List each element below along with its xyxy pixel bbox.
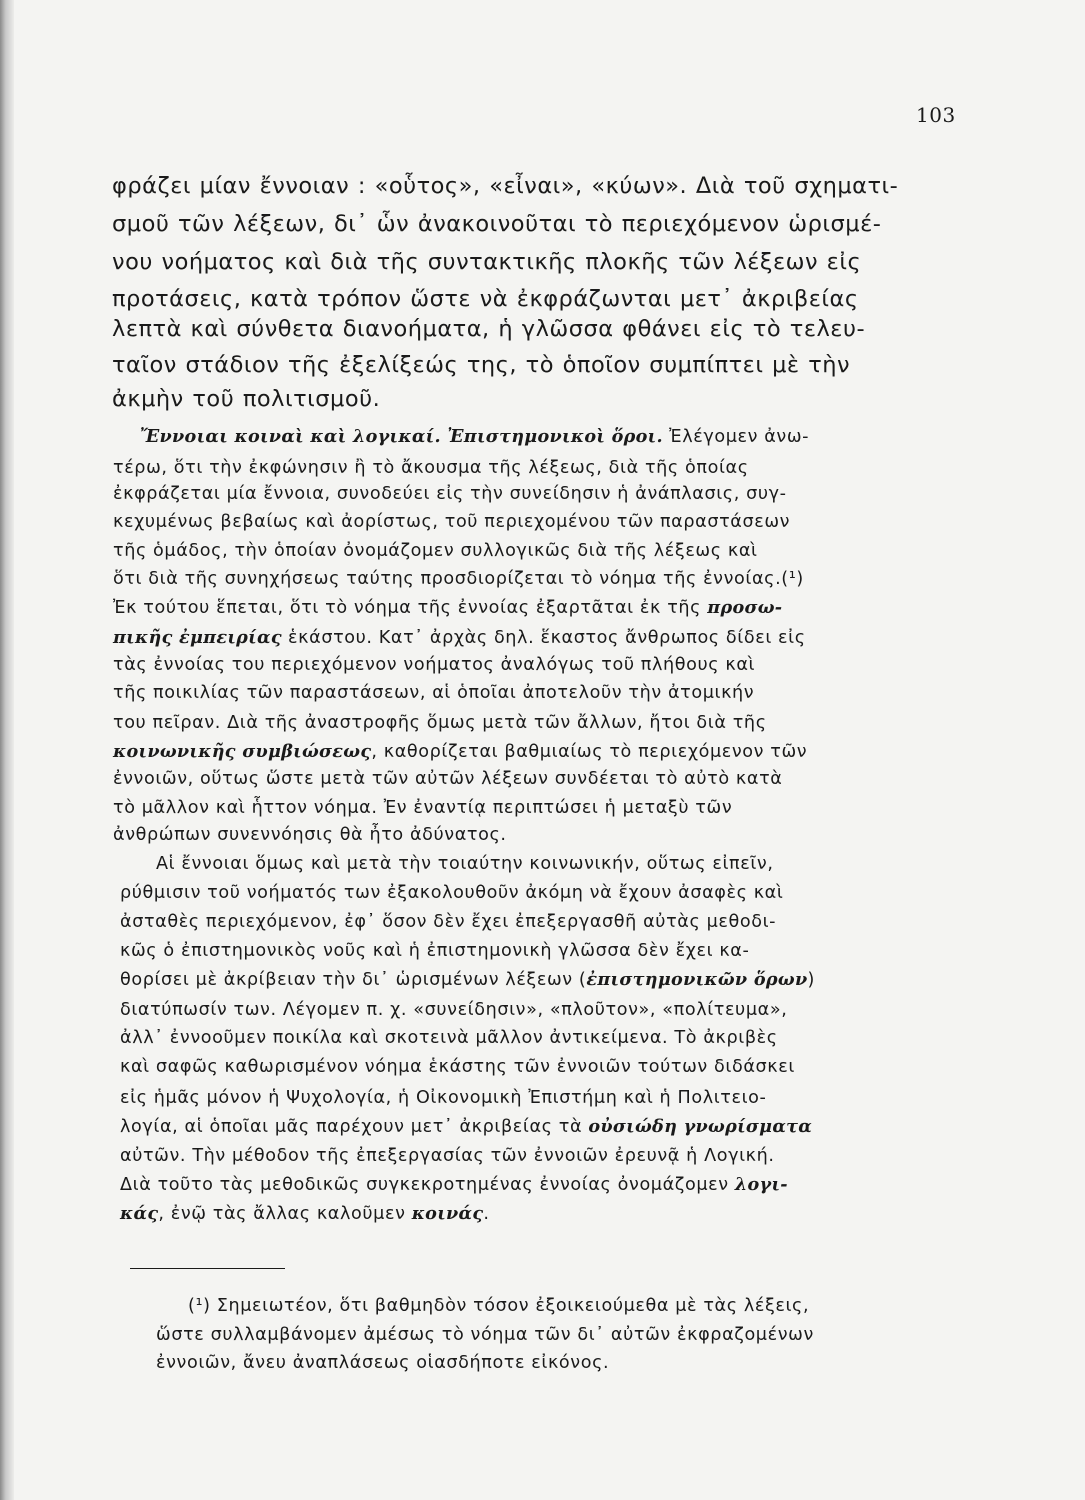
text-line: φράζει μίαν ἔννοιαν : «οὗτος», «εἶναι», «κύων». Διὰ τοῦ σχηματι- <box>112 173 899 199</box>
footnote-line: ὥστε συλλαμβάνομεν ἀμέσως τὸ νόημα τῶν δι᾿ αὐτῶν ἐκφραζομένων <box>156 1325 814 1345</box>
text-line <box>113 741 807 762</box>
text-line: ἀλλ᾿ ἐννοοῦμεν ποικίλα καὶ σκοτεινὰ μᾶλλον ἀντικείμενα. Τὸ ἀκριβὲς <box>120 1028 778 1048</box>
text-span: , ἐνῷ τὰς ἄλλας καλοῦμεν <box>158 1204 412 1224</box>
emphasis-text: προσω- <box>707 597 783 618</box>
text-line: ὅτι διὰ τῆς συνηχήσεως ταύτης προσδιορίζεται τὸ νόημα τῆς ἐννοίας.(¹) <box>113 569 804 589</box>
text-span: λογία, αἱ ὁποῖαι μᾶς παρέχουν μετ᾿ ἀκριβείας τὰ <box>120 1117 589 1137</box>
text-line: ταῖον στάδιον τῆς ἐξελίξεώς της, τὸ ὁποῖον συμπίπτει μὲ τὴν <box>112 352 851 378</box>
text-line <box>120 1174 788 1195</box>
text-span: Διὰ τοῦτο τὰς μεθοδικῶς συγκεκροτημένας ἐννοίας ὀνομάζομεν <box>120 1175 735 1195</box>
text-span: ἑκάστου. Κατ᾿ ἀρχὰς δηλ. ἕκαστος ἄνθρωπος δίδει εἰς <box>281 628 806 648</box>
page-number: 103 <box>916 103 956 127</box>
text-span: θορίσει μὲ ἀκρίβειαν τὴν δι᾿ ὡρισμένων λέξεων ( <box>120 970 587 990</box>
emphasis-text: οὐσιώδη γνωρίσματα <box>588 1116 813 1137</box>
footnote-separator <box>130 1268 285 1269</box>
emphasis-text: κοινάς <box>411 1203 484 1224</box>
section-heading-scientific-terms: Ἐπιστημονικοὶ ὅροι. <box>447 426 663 447</box>
text-line: ρύθμισιν τοῦ νοήματός των ἐξακολουθοῦν ἀκόμη νὰ ἔχουν ἀσαφὲς καὶ <box>120 883 784 903</box>
text-line: Αἱ ἔννοιαι ὅμως καὶ μετὰ τὴν τοιαύτην κοινωνικήν, οὕτως εἰπεῖν, <box>156 854 774 874</box>
text-line: ἀσταθὲς περιεχόμενον, ἐφ᾿ ὅσον δὲν ἔχει ἐπεξεργασθῆ αὐτὰς μεθοδι- <box>120 912 777 932</box>
text-line: τὸ μᾶλλον καὶ ἧττον νόημα. Ἐν ἐναντίᾳ περιπτώσει ἡ μεταξὺ τῶν <box>113 798 733 818</box>
text-line: λεπτὰ καὶ σύνθετα διανοήματα, ἡ γλῶσσα φθάνει εἰς τὸ τελευ- <box>112 316 866 342</box>
text-line: τέρω, ὅτι τὴν ἐκφώνησιν ἢ τὸ ἄκουσμα τῆς λέξεως, διὰ τῆς ὁποίας <box>113 458 749 478</box>
emphasis-text: κοινωνικῆς συμβιώσεως <box>113 741 372 762</box>
section-heading-common-logical-concepts: Ἔννοιαι κοιναὶ καὶ λογικαί. <box>140 426 448 447</box>
text-line: κῶς ὁ ἐπιστημονικὸς νοῦς καὶ ἡ ἐπιστημονικὴ γλῶσσα δὲν ἔχει κα- <box>120 941 750 961</box>
text-line <box>120 969 815 990</box>
text-line: ἀνθρώπων συνεννόησις θὰ ἦτο ἀδύνατος. <box>113 825 507 845</box>
text-span: Ἐκ τούτου ἕπεται, ὅτι τὸ νόημα τῆς ἐννοίας ἐξαρτᾶται ἐκ τῆς <box>113 598 708 618</box>
text-line: καὶ σαφῶς καθωρισμένον νόημα ἑκάστης τῶν ἐννοιῶν τούτων διδάσκει <box>120 1057 795 1077</box>
footnote-line: ἐννοιῶν, ἄνευ ἀναπλάσεως οἱασδήποτε εἰκόνος. <box>156 1353 610 1373</box>
text-line <box>140 426 809 447</box>
emphasis-text: κάς <box>120 1203 159 1224</box>
text-line <box>113 597 782 618</box>
text-line: ἐννοιῶν, οὕτως ὥστε μετὰ τῶν αὐτῶν λέξεων συνδέεται τὸ αὐτὸ κατὰ <box>113 769 783 789</box>
text-span: ) <box>807 970 815 990</box>
emphasis-text: λογι- <box>734 1174 788 1195</box>
text-span: Ἐλέγομεν ἀνω- <box>662 427 810 447</box>
text-line: τῆς ποικιλίας τῶν παραστάσεων, αἱ ὁποῖαι ἀποτελοῦν τὴν ἀτομικήν <box>113 683 755 703</box>
text-line: του πεῖραν. Διὰ τῆς ἀναστροφῆς ὅμως μετὰ τῶν ἄλλων, ἤτοι διὰ τῆς <box>113 713 767 733</box>
text-line: ἀκμὴν τοῦ πολιτισμοῦ. <box>112 386 381 412</box>
text-line: τὰς ἐννοίας του περιεχόμενον νοήματος ἀναλόγως τοῦ πλήθους καὶ <box>113 655 756 675</box>
text-line: σμοῦ τῶν λέξεων, δι᾿ ὧν ἀνακοινοῦται τὸ περιεχόμενον ὡρισμέ- <box>112 211 882 237</box>
text-line: εἰς ἡμᾶς μόνον ἡ Ψυχολογία, ἡ Οἰκονομικὴ Ἐπιστήμη καὶ ἡ Πολιτειο- <box>120 1088 767 1108</box>
text-line: τῆς ὁμάδος, τὴν ὁποίαν ὀνομάζομεν συλλογικῶς διὰ τῆς λέξεως καὶ <box>113 541 758 561</box>
text-line <box>120 1203 490 1224</box>
text-line: ἐκφράζεται μία ἔννοια, συνοδεύει εἰς τὴν συνείδησιν ἡ ἀνάπλασις, συγ- <box>113 484 787 504</box>
book-spine-shadow <box>0 0 14 1500</box>
text-line: αὐτῶν. Τὴν μέθοδον τῆς ἐπεξεργασίας τῶν ἐννοιῶν ἐρευνᾷ ἡ Λογική. <box>120 1146 775 1166</box>
footnote-line: (¹) Σημειωτέον, ὅτι βαθμηδὸν τόσον ἐξοικειούμεθα μὲ τὰς λέξεις, <box>188 1296 810 1316</box>
emphasis-text: ἐπιστημονικῶν ὅρων <box>586 969 808 990</box>
text-line: προτάσεις, κατὰ τρόπον ὥστε νὰ ἐκφράζωνται μετ᾿ ἀκριβείας <box>112 286 859 312</box>
text-line: διατύπωσίν των. Λέγομεν π. χ. «συνείδησιν», «πλοῦτον», «πολίτευμα», <box>120 1000 788 1020</box>
text-line: νου νοήματος καὶ διὰ τῆς συντακτικῆς πλοκῆς τῶν λέξεων εἰς <box>112 249 862 275</box>
text-line <box>113 627 806 648</box>
emphasis-text: πικῆς ἐμπειρίας <box>113 627 282 648</box>
text-line <box>120 1116 812 1137</box>
text-line: κεχυμένως βεβαίως καὶ ἀορίστως, τοῦ περιεχομένου τῶν παραστάσεων <box>113 512 791 532</box>
text-span: , καθορίζεται βαθμιαίως τὸ περιεχόμενον τῶν <box>371 742 808 762</box>
text-span: . <box>483 1204 490 1224</box>
